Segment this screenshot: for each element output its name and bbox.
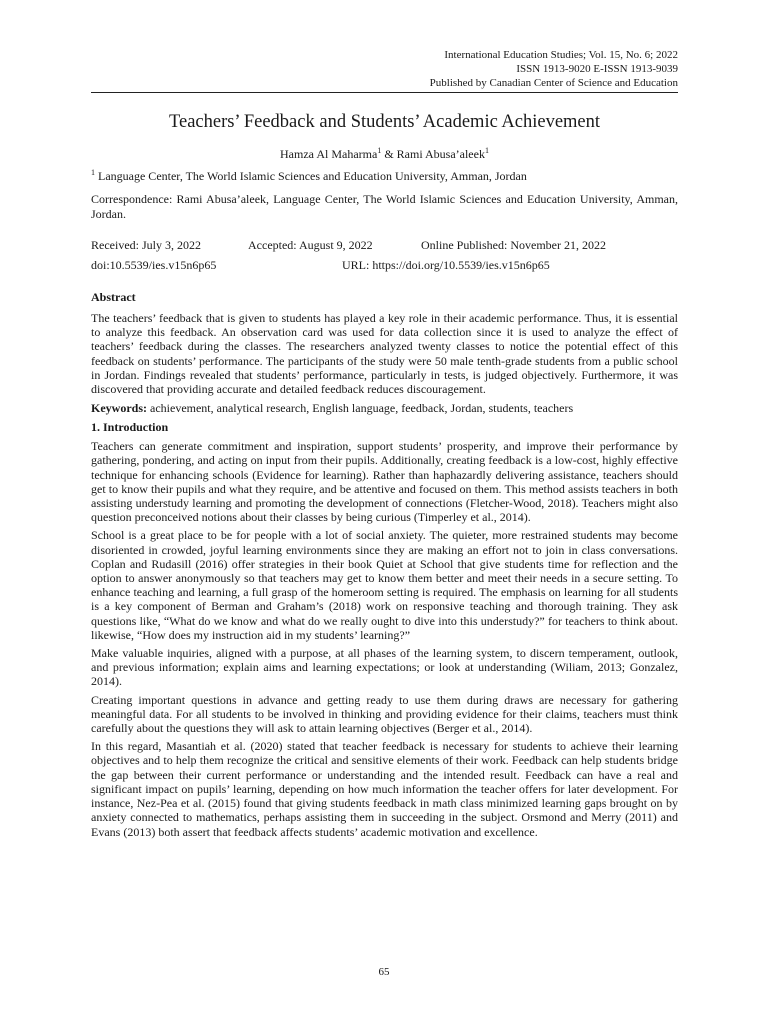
author-list xyxy=(91,147,678,161)
journal-issn-line: ISSN 1913-9020 E-ISSN 1913-9039 xyxy=(516,63,678,75)
author-name: Hamza Al Maharma xyxy=(280,147,378,161)
publication-dates xyxy=(91,238,678,276)
body-paragraph: Make valuable inquiries, aligned with a purpose, at all phases of the learning system, to discern temperament, outlook, and previous information; explain aims and learning expectations; or look at understanding (Wiliam, 2013; Gonzalez, 2014). xyxy=(91,646,678,689)
body-paragraph: Creating important questions in advance and getting ready to use them during draws are necessary for gathering meaningful data. For all students to be involved in thinking and providing evidence for their claims, teachers must think carefully about the questions they will ask to attain learning objectives (Berger et al., 2014). xyxy=(91,692,678,736)
journal-publisher-line: Published by Canadian Center of Science and Education xyxy=(429,77,678,89)
author-separator: & xyxy=(381,147,397,161)
online-published-date: Online Published: November 21, 2022 xyxy=(421,238,606,252)
correspondence: Correspondence: Rami Abusa’aleek, Language Center, The World Islamic Sciences and Education University, Amman, Jordan. xyxy=(91,192,678,221)
keywords-label: Keywords: xyxy=(91,401,147,416)
affiliation-mark: 1 xyxy=(91,168,95,177)
article-url[interactable]: URL: https://doi.org/10.5539/ies.v15n6p65 xyxy=(342,258,550,272)
abstract-body: The teachers’ feedback that is given to students has played a key role in their academic performance. Thus, it is essential to analyze this feedback. An observation card was used for data collection since it is used to analyze the effect of teachers’ feedback during the classes. The researchers analyzed twenty classes to notice the potential effect of this feedback on students’ performance. The participants of the study were 50 male tenth-grade students from a public school in Jordan. Findings revealed that students’ performance, particularly in tests, is judged objectively. Furthermore, it was discovered that providing accurate and detailed feedback reduces discouragement. xyxy=(91,311,678,397)
keywords xyxy=(91,401,678,415)
body-paragraph: In this regard, Masantiah et al. (2020) stated that teacher feedback is necessary for students to achieve their learning objectives and to help them recognize the critical and sensitive elements of their work. Feedback can help students bridge the gap between their current performance or understanding and the intended result. Feedback can have a real and significant impact on pupils’ learning, depending on how much information the teacher offers for later development. For instance, Nez-Pea et al. (2015) found that giving students feedback in math class minimized learning gaps brought on by anxiety connected to mathematics, perhaps assisting them in succeeding in the subject. Orsmond and Merry (2011) and Evans (2013) both assert that feedback affects students’ academic motivation and excellence. xyxy=(91,739,678,839)
abstract-heading: Abstract xyxy=(91,290,136,304)
received-date: Received: July 3, 2022 xyxy=(91,238,201,252)
page-number: 65 xyxy=(378,966,390,978)
accepted-date: Accepted: August 9, 2022 xyxy=(248,238,373,252)
journal-header xyxy=(91,48,678,93)
journal-volume-line: International Education Studies; Vol. 15, No. 6; 2022 xyxy=(444,49,678,61)
body-paragraph: School is a great place to be for people with a lot of social anxiety. The quieter, more restrained students may become disoriented in crowded, joyful learning environments since they are making an effort not to join in class conversations. Coplan and Rudasill (2016) offer strategies in their book Quiet at School that give students time for reflection and the option to answer anonymously so that teachers may get to know them better and meet their needs in a secure setting. To enhance teaching and learning, a full grasp of the homeroom setting is required. The emphasis on learning for all students is a key component of Berman and Graham’s (2018) work on responsive teaching and thorough training. They ask questions like, “What do we know and what do we really ought to dive into this understudy?” for teachers to think about. likewise, “How does my instruction aid in my students’ learning?” xyxy=(91,528,678,642)
author-name: Rami Abusa’aleek xyxy=(396,147,485,161)
article-page xyxy=(91,48,678,839)
affiliation xyxy=(91,169,678,183)
keywords-text: achievement, analytical research, English language, feedback, Jordan, students, teachers xyxy=(147,401,574,416)
body-paragraph: Teachers can generate commitment and inspiration, support students’ prosperity, and improve their performance by gathering, pondering, and acting on input from their pupils. Additionally, creating feedback is a low-cost, highly effective technique for enhancing schools (Evidence for learning). Rather than haphazardly delivering assistance, teachers should get to know their pupils and what they require, and be attentive and focused on them. This method assists teachers in both assisting understudy learning and promoting the development of connections (Fletcher-Wood, 2018). Teachers might also question preconceived notions about their classes by being curious (Timperley et al., 2014). xyxy=(91,439,678,525)
doi: doi:10.5539/ies.v15n6p65 xyxy=(91,258,217,272)
author-affiliation-mark: 1 xyxy=(484,146,489,155)
affiliation-text: Language Center, The World Islamic Sciences and Education University, Amman, Jordan xyxy=(95,169,527,183)
section-heading: 1. Introduction xyxy=(91,420,169,435)
author-affiliation-mark: 1 xyxy=(377,146,382,155)
article-title: Teachers’ Feedback and Students’ Academic Achievement xyxy=(168,112,601,132)
